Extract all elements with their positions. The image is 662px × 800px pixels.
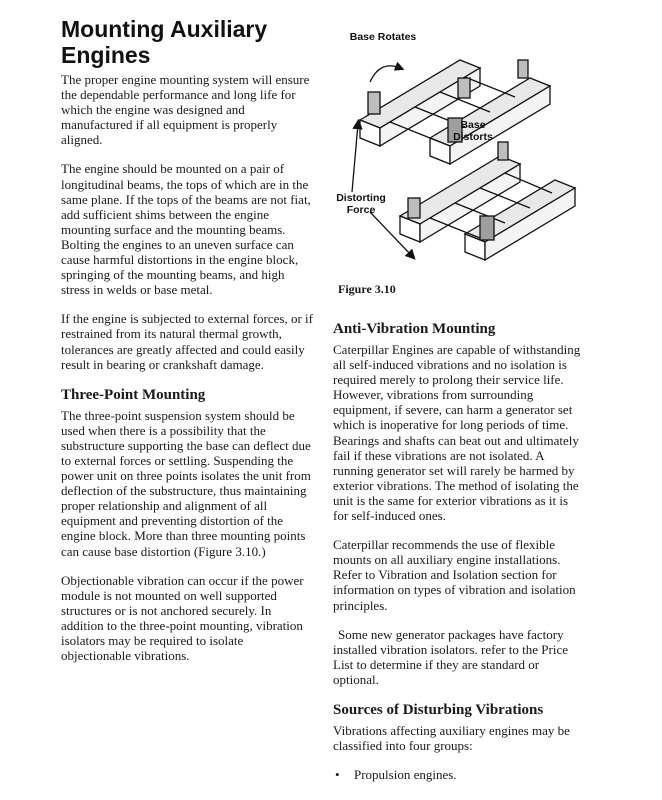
section-heading-three-point-mounting: Three-Point Mounting xyxy=(61,386,206,403)
list-item xyxy=(333,767,583,782)
base-distortion-illustration xyxy=(330,20,590,270)
bullet-list xyxy=(333,767,583,782)
upper-skid-base xyxy=(360,60,550,164)
label-base-rotates: Base Rotates xyxy=(349,31,417,43)
paragraph: Vibrations affecting auxiliary engines may be classified into four groups: xyxy=(333,722,570,754)
list-item-text: Propulsion engines. xyxy=(354,767,457,783)
paragraph: The proper engine mounting system will ensure the dependable performance and long life for which the engine was designed and manufactured if all equipment is properly aligned. xyxy=(61,72,310,148)
lower-skid-base xyxy=(400,142,575,260)
paragraph: Objectionable vibration can occur if the power module is not mounted on well supported structures or is not anchored securely. In addition to the three-point mounting, vibration isolators may be required to isolate objectionable vibrations. xyxy=(61,572,304,664)
bullet-mark: • xyxy=(335,767,340,783)
paragraph: Caterpillar Engines are capable of withstanding all self-induced vibrations and no isolation is required merely to prolong their service life. However, vibrations from surrounding equipment, if severe, can harm a generator set which is inoperative for long periods of time. Bearings and shafts can beat out and ultimately fail if these vibrations are not isolated. A running generator set will rarely be harmed by exterior vibrations. The method of isolating the unit is the same for exterior vibrations as it is for self-induced ones. xyxy=(333,342,581,524)
section-heading-sources-of-disturbing-vibrations: Sources of Disturbing Vibrations xyxy=(333,701,544,718)
label-distorting-force: Distorting Force xyxy=(336,192,386,216)
section-heading-anti-vibration-mounting: Anti-Vibration Mounting xyxy=(333,321,496,337)
paragraph: Caterpillar recommends the use of flexible mounts on all auxiliary engine installations. Refer to Vibration and Isolation section for information on types of vibration and isolation principles. xyxy=(333,537,576,613)
paragraph: Some new generator packages have factory installed vibration isolators. refer to the Price List to determine if they are standard or optional. xyxy=(333,626,569,687)
figure-3-10 xyxy=(330,20,590,270)
paragraph: If the engine is subjected to external forces, or if restrained from its natural thermal growth, tolerances are greatly affected and could easily result in bearing or crankshaft damage. xyxy=(61,311,313,372)
label-base-distorts: Base Distorts xyxy=(453,119,493,143)
right-column xyxy=(333,320,583,782)
page-title: Mounting Auxiliary Engines xyxy=(61,16,268,68)
figure-caption: Figure 3.10 xyxy=(338,282,396,296)
left-column xyxy=(61,72,313,677)
paragraph: The engine should be mounted on a pair of longitudinal beams, the tops of which are in the same plane. If the tops of the beams are not fiat, add sufficient shims between the engine mounting surface and the mounting beams. Bolting the engines to an uneven surface can cause harmful distortions in the engine block, springing of the mounting beams, and high stress in welds or base metal. xyxy=(61,161,311,298)
paragraph: The three-point suspension system should be used when there is a possibility that the substructure supporting the base can deflect due to external forces or settling. Suspending the power unit on three points isolates the unit from deflection of the substructure, thus maintaining proper relationship and alignment of all equipment and preventing distortion of the engine block. More than three mounting points can cause base distortion (Figure 3.10.) xyxy=(61,407,311,559)
